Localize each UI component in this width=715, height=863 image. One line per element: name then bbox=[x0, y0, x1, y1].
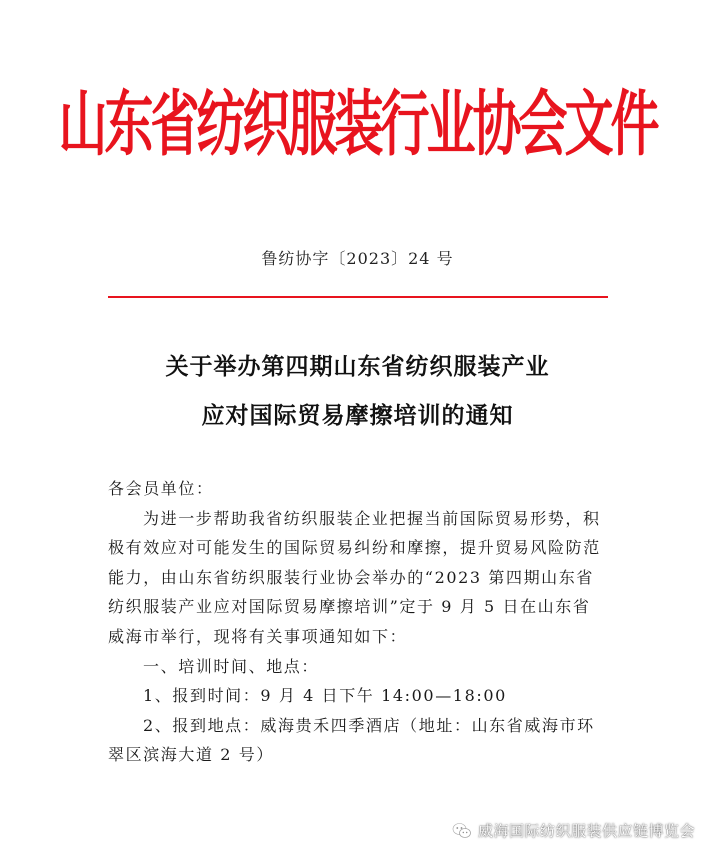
masthead-title: 山东省纺织服装行业协会文件 bbox=[58, 83, 657, 166]
wechat-watermark bbox=[452, 820, 695, 841]
notice-title-line-1: 关于举办第四期山东省纺织服装产业 bbox=[165, 353, 550, 380]
notice-body bbox=[108, 474, 608, 770]
wechat-icon bbox=[452, 822, 472, 840]
section-heading-time-place: 一、培训时间、地点： bbox=[143, 656, 320, 676]
red-divider-line bbox=[108, 296, 608, 298]
wechat-account-name: 威海国际纺织服装供应链博览会 bbox=[477, 822, 695, 840]
notice-title-line-2: 应对国际贸易摩擦培训的通知 bbox=[201, 402, 514, 429]
document-number: 鲁纺协字〔2023〕24 号 bbox=[261, 249, 454, 268]
salutation: 各会员单位： bbox=[108, 479, 214, 498]
intro-paragraph: 为进一步帮助我省纺织服装企业把握当前国际贸易形势，积极有效应对可能发生的国际贸易纠纷和摩擦，提升贸易风险防范能力，由山东省纺织服装行业协会举办的“2023 第四期山东省纺织服装产业应对国际贸易摩擦培训”定于 9 月 5 日在山东省威海市举行，现将有关事项通知如下： bbox=[108, 508, 601, 646]
checkin-location-item: 2、报到地点：威海贵禾四季酒店（地址：山东省威海市环翠区滨海大道 2 号） bbox=[108, 715, 595, 765]
checkin-time-item: 1、报到时间：9 月 4 日下午 14:00—18:00 bbox=[143, 686, 507, 706]
